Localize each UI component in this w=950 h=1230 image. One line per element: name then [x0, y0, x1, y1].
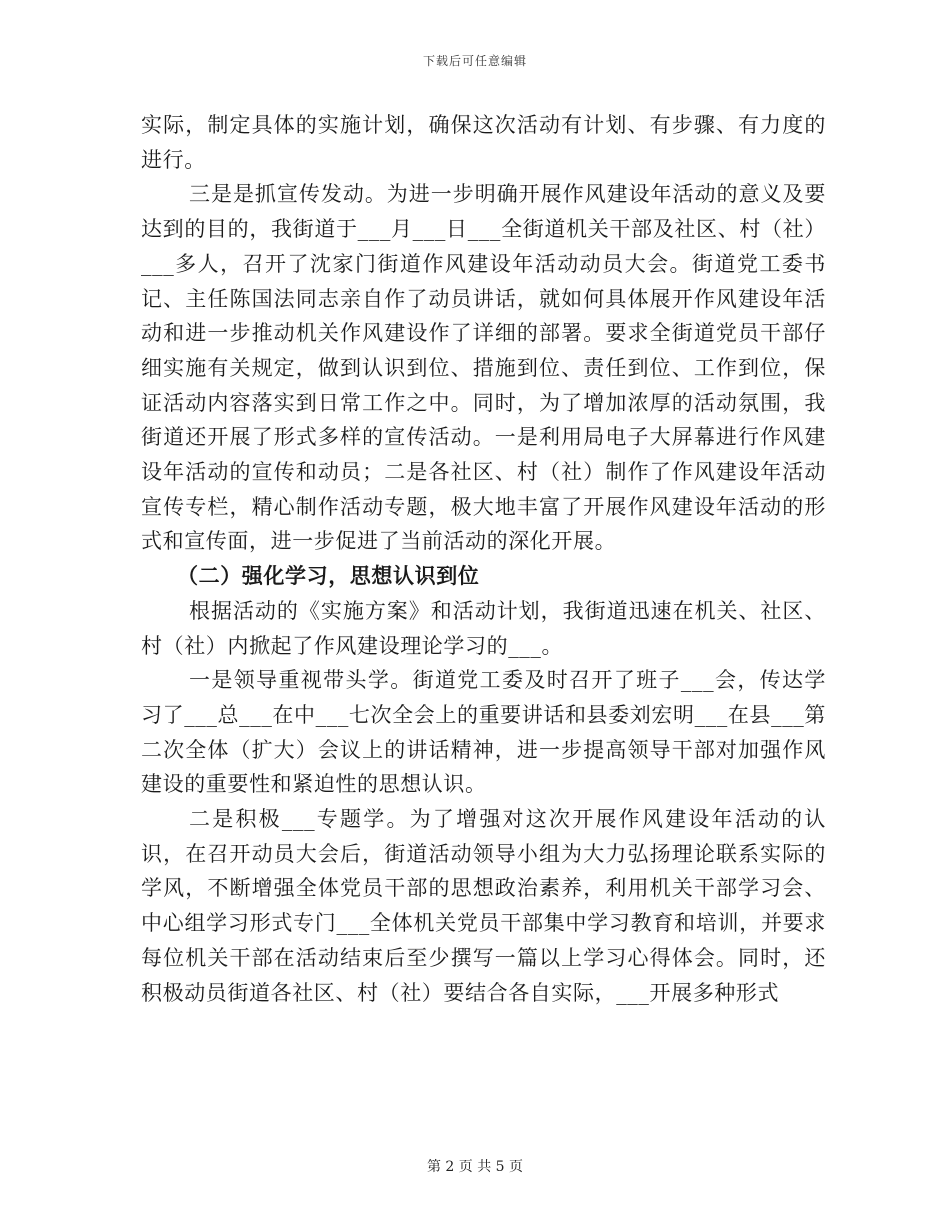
paragraph-continuation: 实际，制定具体的实施计划，确保这次活动有计划、有步骤、有力度的进行。 — [141, 113, 826, 172]
section-heading: （二）强化学习，思想认识到位 — [177, 564, 480, 589]
paragraph-study-intro: 根据活动的《实施方案》和活动计划，我街道迅速在机关、社区、村（社）内掀起了作风建设理论学习的___。 — [141, 598, 826, 658]
page-header: 下载后可任意编辑 — [422, 54, 527, 68]
paragraph-publicity: 三是是抓宣传发动。为进一步明确开展作风建设年活动的意义及要达到的目的，我街道于___月___日___全街道机关干部及社区、村（社）___多人，召开了沈家门街道作风建设年活动动员大会。街道党工委书记、主任陈国法同志亲自作了动员讲话，就如何具体展开作风建设年活动和进一步推动机关作风建设作了详细的部署。要求全街道党员干部仔细实施有关规定，做到认识到位、措施到位、责任到位、工作到位，保证活动内容落实到日常工作之中。同时，为了增加浓厚的活动氛围，我街道还开展了形式多样的宣传活动。一是利用局电子大屏幕进行作风建设年活动的宣传和动员；二是各社区、村（社）制作了作风建设年活动宣传专栏，精心制作活动专题，极大地丰富了开展作风建设年活动的形式和宣传面，进一步促进了当前活动的深化开展。 — [141, 182, 826, 554]
page-footer: 第 2 页 共 5 页 — [426, 1159, 524, 1175]
paragraph-leadership-study: 一是领导重视带头学。街道党工委及时召开了班子___会，传达学习了___总___在中___七次全会上的重要讲话和县委刘宏明___在县___第二次全体（扩大）会议上的讲话精神，进一步提高领导干部对加强作风建设的重要性和紧迫性的思想认识。 — [141, 668, 826, 797]
paragraph-topic-study: 二是积极___专题学。为了增强对这次开展作风建设年活动的认识，在召开动员大会后，街道活动领导小组为大力弘扬理论联系实际的学风，不断增强全体党员干部的思想政治素养，利用机关干部学习会、中心组学习形式专门___全体机关党员干部集中学习教育和培训，并要求每位机关干部在活动结束后至少撰写一篇以上学习心得体会。同时，还积极动员街道各社区、村（社）要结合各自实际，___开展多种形式 — [141, 807, 826, 1005]
document-body — [141, 108, 826, 1010]
